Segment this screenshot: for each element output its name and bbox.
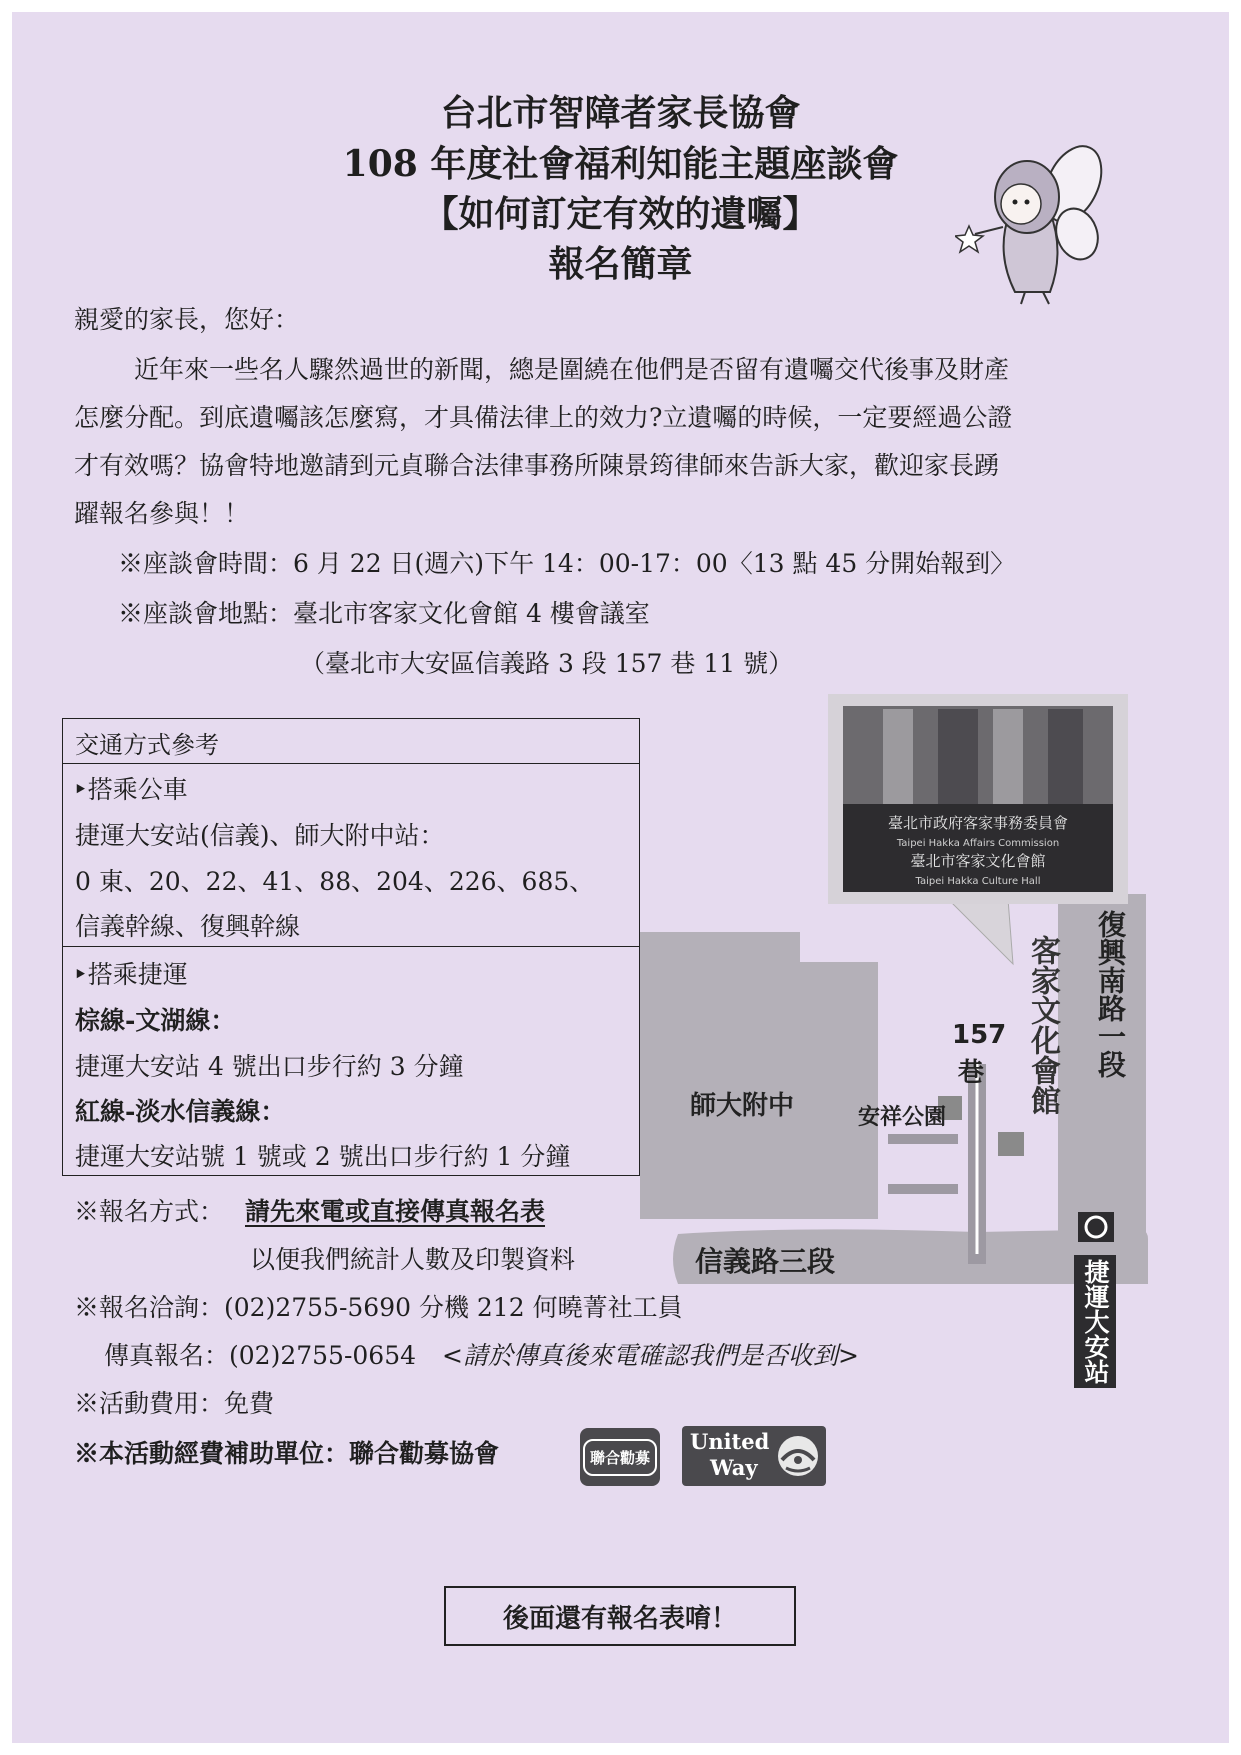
signup-method-note: 以便我們統計人數及印製資料	[250, 1245, 576, 1274]
road-xinyi-label: 信義路三段	[695, 1245, 836, 1278]
bus-line-1: 捷運大安站(信義)、師大附中站：	[75, 821, 445, 850]
transport-title-box	[62, 718, 640, 764]
intro-line-2: 怎麼分配。到底遺囑該怎麼寫，才具備法律上的效力?立遺囑的時候，一定要經過公證	[74, 403, 1013, 432]
sign-text-3: 臺北市客家文化會館	[910, 852, 1046, 870]
daan-station-label: 捷運大安站	[1074, 1255, 1116, 1388]
event-time: ※座談會時間：6 月 22 日(週六)下午 14：00-17：00〈13 點 45 分開始報到〉	[118, 549, 1016, 578]
event-title: 108 年度社會福利知能主題座談會	[342, 143, 899, 185]
greeting: 親愛的家長，您好：	[74, 305, 300, 334]
bus-line-3: 信義幹線、復興幹線	[75, 912, 301, 941]
signup-inquiry: ※報名洽詢：(02)2755-5690 分機 212 何曉菁社工員	[74, 1293, 683, 1322]
fax-note: <請於傳真後來電確認我們是否收到>	[442, 1341, 859, 1370]
bus-header: ‣搭乘公車	[73, 775, 188, 804]
red-line-desc: 捷運大安站號 1 號或 2 號出口步行約 1 分鐘	[75, 1142, 571, 1171]
event-address: （臺北市大安區信義路 3 段 157 巷 11 號）	[300, 649, 794, 678]
signup-method-value: 請先來電或直接傳真報名表	[245, 1197, 546, 1226]
footer-notice: 後面還有報名表唷！	[502, 1603, 737, 1634]
sponsor-line: ※本活動經費補助單位：聯合勸募協會	[74, 1439, 500, 1468]
lane-char-label: 巷	[958, 1058, 985, 1088]
united-way-logo	[682, 1426, 826, 1486]
sign-text-1: 臺北市政府客家事務委員會	[887, 814, 1069, 832]
united-way-text-2: Way	[710, 1455, 758, 1480]
park-label: 安祥公園	[858, 1105, 947, 1130]
school-label: 師大附中	[690, 1091, 795, 1121]
brown-line-title: 棕線-文湖線：	[75, 1006, 236, 1035]
bus-section	[62, 762, 640, 947]
united-way-tw-logo	[580, 1428, 660, 1486]
sign-text-2: Taipei Hakka Affairs Commission	[896, 838, 1060, 849]
bus-line-2: 0 東、20、22、41、88、204、226、685、	[75, 867, 595, 896]
hakka-hall-label: 客家文化會館	[1025, 935, 1060, 1115]
signup-method-label: ※報名方式：	[74, 1197, 225, 1226]
road-fuxing-label: 復興南路一段	[1094, 910, 1127, 1078]
fax-label: 傳真報名：(02)2755-0654	[104, 1341, 417, 1370]
footer-notice-box	[444, 1586, 796, 1646]
sign-text-4: Taipei Hakka Culture Hall	[915, 876, 1041, 887]
red-line-title: 紅線-淡水信義線：	[75, 1097, 286, 1126]
united-way-text-1: United	[690, 1429, 770, 1454]
brown-line-desc: 捷運大安站 4 號出口步行約 3 分鐘	[75, 1052, 464, 1081]
intro-line-1: 近年來一些名人驟然過世的新聞，總是圍繞在他們是否留有遺囑交代後事及財產	[134, 355, 1010, 384]
event-location: ※座談會地點：臺北市客家文化會館 4 樓會議室	[118, 599, 650, 628]
event-topic: 【如何訂定有效的遺囑】	[422, 193, 819, 235]
mrt-header: ‣搭乘捷運	[73, 960, 188, 989]
united-way-emblem-icon	[776, 1434, 820, 1478]
org-title: 台北市智障者家長協會	[440, 92, 801, 134]
united-way-tw-text: 聯合勸募	[583, 1439, 657, 1476]
intro-line-4: 躍報名參與！！	[74, 499, 250, 528]
lane-number-label: 157	[952, 1020, 1007, 1050]
doc-heading: 報名簡章	[548, 243, 693, 285]
fairy-illustration	[955, 142, 1105, 307]
transport-title: 交通方式參考	[75, 731, 219, 759]
event-fee: ※活動費用：免費	[74, 1389, 275, 1418]
mrt-section	[62, 946, 640, 1176]
intro-line-3: 才有效嗎？協會特地邀請到元貞聯合法律事務所陳景筠律師來告訴大家，歡迎家長踴	[74, 451, 1000, 480]
